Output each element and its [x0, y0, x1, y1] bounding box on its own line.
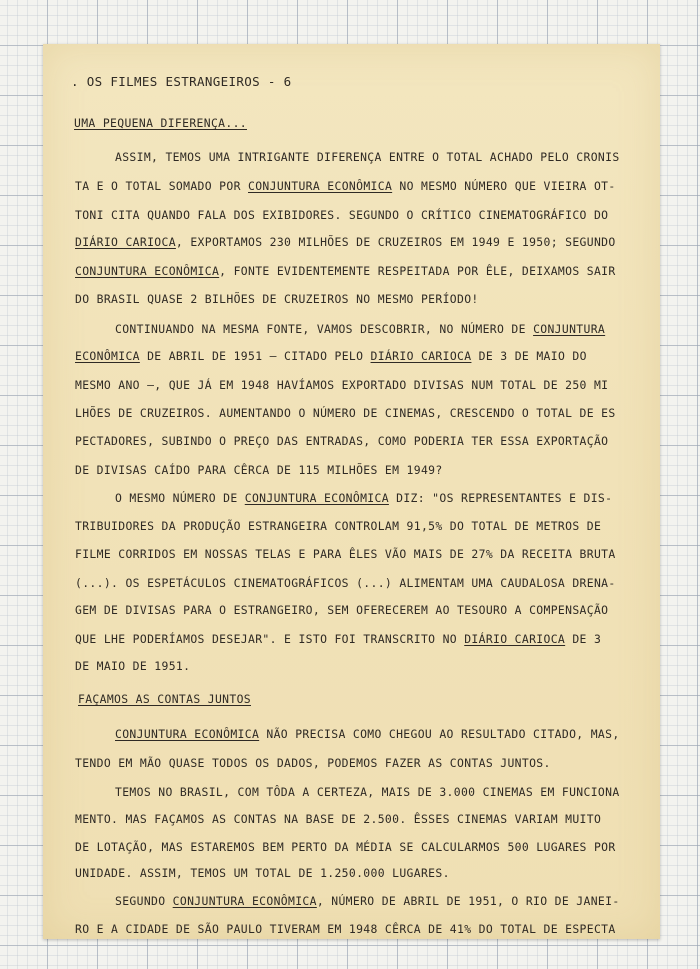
publication-title: DIÁRIO CARIOCA	[370, 349, 472, 363]
line-text: TEMOS NO BRASIL, COM TÔDA A CERTEZA, MAIS DE 3.000 CINEMAS EM FUNCIONA	[115, 785, 620, 799]
text-line	[115, 785, 620, 799]
text-line	[75, 632, 601, 646]
publication-title: DIÁRIO CARIOCA	[464, 632, 566, 646]
text-line	[75, 922, 616, 936]
line-text: TA E O TOTAL SOMADO POR	[75, 179, 248, 193]
section-title: FAÇAMOS AS CONTAS JUNTOS	[78, 692, 251, 706]
publication-title: CONJUNTURA	[533, 322, 606, 336]
section-title: UMA PEQUENA DIFERENÇA...	[74, 116, 247, 130]
line-text: TONI CITA QUANDO FALA DOS EXIBIDORES. SEGUNDO O CRÍTICO CINEMATOGRÁFICO DO	[75, 208, 609, 222]
line-text: DIZ: "OS REPRESENTANTES E DIS-	[388, 491, 613, 505]
text-line	[115, 894, 620, 908]
line-text: , NÚMERO DE ABRIL DE 1951, O RIO DE JANEI-	[316, 894, 620, 908]
line-text: QUE LHE PODERÍAMOS DESEJAR". E ISTO FOI TRANSCRITO NO	[75, 632, 465, 646]
line-text: DE 3	[565, 632, 602, 646]
text-line	[75, 866, 450, 880]
line-text: DE LOTAÇÃO, MAS ESTAREMOS BEM PERTO DA MÉDIA SE CALCULARMOS 500 LUGARES POR	[75, 840, 616, 854]
text-line	[75, 659, 190, 673]
line-text: DE ABRIL DE 1951 — CITADO PELO	[139, 349, 371, 363]
text-line	[75, 179, 616, 193]
line-text: TENDO EM MÃO QUASE TODOS OS DADOS, PODEMOS FAZER AS CONTAS JUNTOS.	[75, 756, 551, 770]
text-line	[75, 603, 608, 617]
line-text: (...). OS ESPETÁCULOS CINEMATOGRÁFICOS (...) ALIMENTAM UMA CAUDALOSA DRENA-	[75, 576, 616, 590]
line-text: DO BRASIL QUASE 2 BILHÕES DE CRUZEIROS NO MESMO PERÍODO!	[75, 292, 479, 306]
text-line	[115, 322, 605, 336]
text-line	[75, 756, 551, 770]
publication-title: CONJUNTURA ECONÔMICA	[115, 727, 260, 741]
line-text: MESMO ANO —, QUE JÁ EM 1948 HAVÍAMOS EXPORTADO DIVISAS NUM TOTAL DE 250 MI	[75, 378, 609, 392]
text-line	[75, 349, 587, 363]
publication-title: CONJUNTURA ECONÔMICA	[244, 491, 389, 505]
typewritten-page	[43, 44, 660, 939]
line-text: CONTINUANDO NA MESMA FONTE, VAMOS DESCOBRIR, NO NÚMERO DE	[115, 322, 534, 336]
line-text: PECTADORES, SUBINDO O PREÇO DAS ENTRADAS, COMO PODERIA TER ESSA EXPORTAÇÃO	[75, 434, 609, 448]
text-line	[75, 463, 443, 477]
text-line	[115, 491, 612, 505]
line-text: DE 3 DE MAIO DO	[471, 349, 587, 363]
text-line	[75, 406, 616, 420]
publication-title: ECONÔMICA	[75, 349, 140, 363]
line-text: NO MESMO NÚMERO QUE VIEIRA OT-	[392, 179, 616, 193]
text-line	[75, 434, 608, 448]
text-line	[75, 576, 616, 590]
text-line	[75, 840, 616, 854]
line-text: NÃO PRECISA COMO CHEGOU AO RESULTADO CITADO, MAS,	[259, 727, 620, 741]
publication-title: CONJUNTURA ECONÔMICA	[172, 894, 317, 908]
line-text: GEM DE DIVISAS PARA O ESTRANGEIRO, SEM OFERECEREM AO TESOURO A COMPENSAÇÃO	[75, 603, 609, 617]
page-header: . OS FILMES ESTRANGEIROS - 6	[71, 74, 292, 89]
line-text: , FONTE EVIDENTEMENTE RESPEITADA POR ÊLE, DEIXAMOS SAIR	[219, 264, 616, 278]
line-text: UNIDADE. ASSIM, TEMOS UM TOTAL DE 1.250.000 LUGARES.	[75, 866, 450, 880]
text-line	[75, 519, 601, 533]
line-text: DE DIVISAS CAÍDO PARA CÊRCA DE 115 MILHÕES EM 1949?	[75, 463, 443, 477]
line-text: DE MAIO DE 1951.	[75, 659, 191, 673]
text-line	[75, 208, 608, 222]
text-line	[75, 292, 479, 306]
line-text: MENTO. MAS FAÇAMOS AS CONTAS NA BASE DE 2.500. ÊSSES CINEMAS VARIAM MUITO	[75, 812, 602, 826]
line-text: FILME CORRIDOS EM NOSSAS TELAS E PARA ÊLES VÃO MAIS DE 27% DA RECEITA BRUTA	[75, 547, 616, 561]
text-line	[75, 264, 616, 278]
line-text: , EXPORTAMOS 230 MILHÕES DE CRUZEIROS EM 1949 E 1950; SEGUNDO	[175, 235, 616, 249]
text-line	[75, 547, 616, 561]
publication-title: CONJUNTURA ECONÔMICA	[75, 264, 220, 278]
text-line	[115, 727, 620, 741]
line-text: TRIBUIDORES DA PRODUÇÃO ESTRANGEIRA CONTROLAM 91,5% DO TOTAL DE METROS DE	[75, 519, 602, 533]
text-line	[75, 812, 601, 826]
line-text: RO E A CIDADE DE SÃO PAULO TIVERAM EM 1948 CÊRCA DE 41% DO TOTAL DE ESPECTA	[75, 922, 616, 936]
text-line	[115, 150, 620, 164]
line-text: O MESMO NÚMERO DE	[115, 491, 245, 505]
publication-title: DIÁRIO CARIOCA	[75, 235, 176, 249]
text-line	[75, 235, 616, 249]
text-line	[75, 378, 608, 392]
publication-title: CONJUNTURA ECONÔMICA	[248, 179, 393, 193]
line-text: SEGUNDO	[115, 894, 173, 908]
line-text: LHÕES DE CRUZEIROS. AUMENTANDO O NÚMERO DE CINEMAS, CRESCENDO O TOTAL DE ES	[75, 406, 616, 420]
line-text: ASSIM, TEMOS UMA INTRIGANTE DIFERENÇA ENTRE O TOTAL ACHADO PELO CRONIS	[115, 150, 620, 164]
